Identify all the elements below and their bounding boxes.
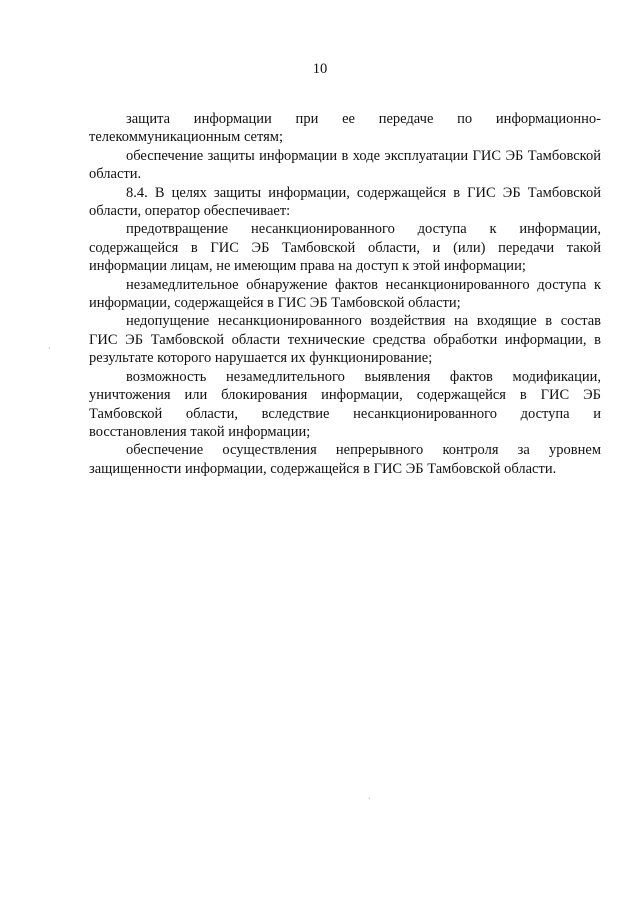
paragraph-detect-unauthorized-access: незамедлительное обнаружение фактов несанкционированного доступа к информации, содержащейся в ГИС ЭБ Тамбовской области; xyxy=(89,276,601,312)
page-number: 10 xyxy=(312,61,328,77)
document-body xyxy=(89,110,601,478)
paragraph-section-8-4: 8.4. В целях защиты информации, содержащейся в ГИС ЭБ Тамбовской области, оператор обеспечивает: xyxy=(89,184,601,220)
scan-speck: · xyxy=(368,794,371,803)
paragraph-continuous-control: обеспечение осуществления непрерывного контроля за уровнем защищенности информации, содержащейся в ГИС ЭБ Тамбовской области. xyxy=(89,442,601,477)
paragraph-prevent-unauthorized-impact: недопущение несанкционированного воздействия на входящие в состав ГИС ЭБ Тамбовской области технические средства обработки информации, в результате которого нарушается их функционирование; xyxy=(89,313,601,367)
scan-speck: · xyxy=(48,344,51,353)
paragraph-prevent-unauthorized-access: предотвращение несанкционированного доступа к информации, содержащейся в ГИС ЭБ Тамбовской области, и (или) передачи такой информации лицам, не имеющим права на доступ к этой информации; xyxy=(89,221,601,275)
paragraph-transmission-protection: защита информации при ее передаче по информационно-телекоммуникационным сетям; xyxy=(89,111,601,146)
paragraph-operation-protection: обеспечение защиты информации в ходе эксплуатации ГИС ЭБ Тамбовской области. xyxy=(89,147,601,183)
paragraph-detect-modification: возможность незамедлительного выявления фактов модификации, уничтожения или блокирования информации, содержащейся в ГИС ЭБ Тамбовской области, вследствие несанкционированного доступа и восстановления такой информации; xyxy=(89,368,601,440)
